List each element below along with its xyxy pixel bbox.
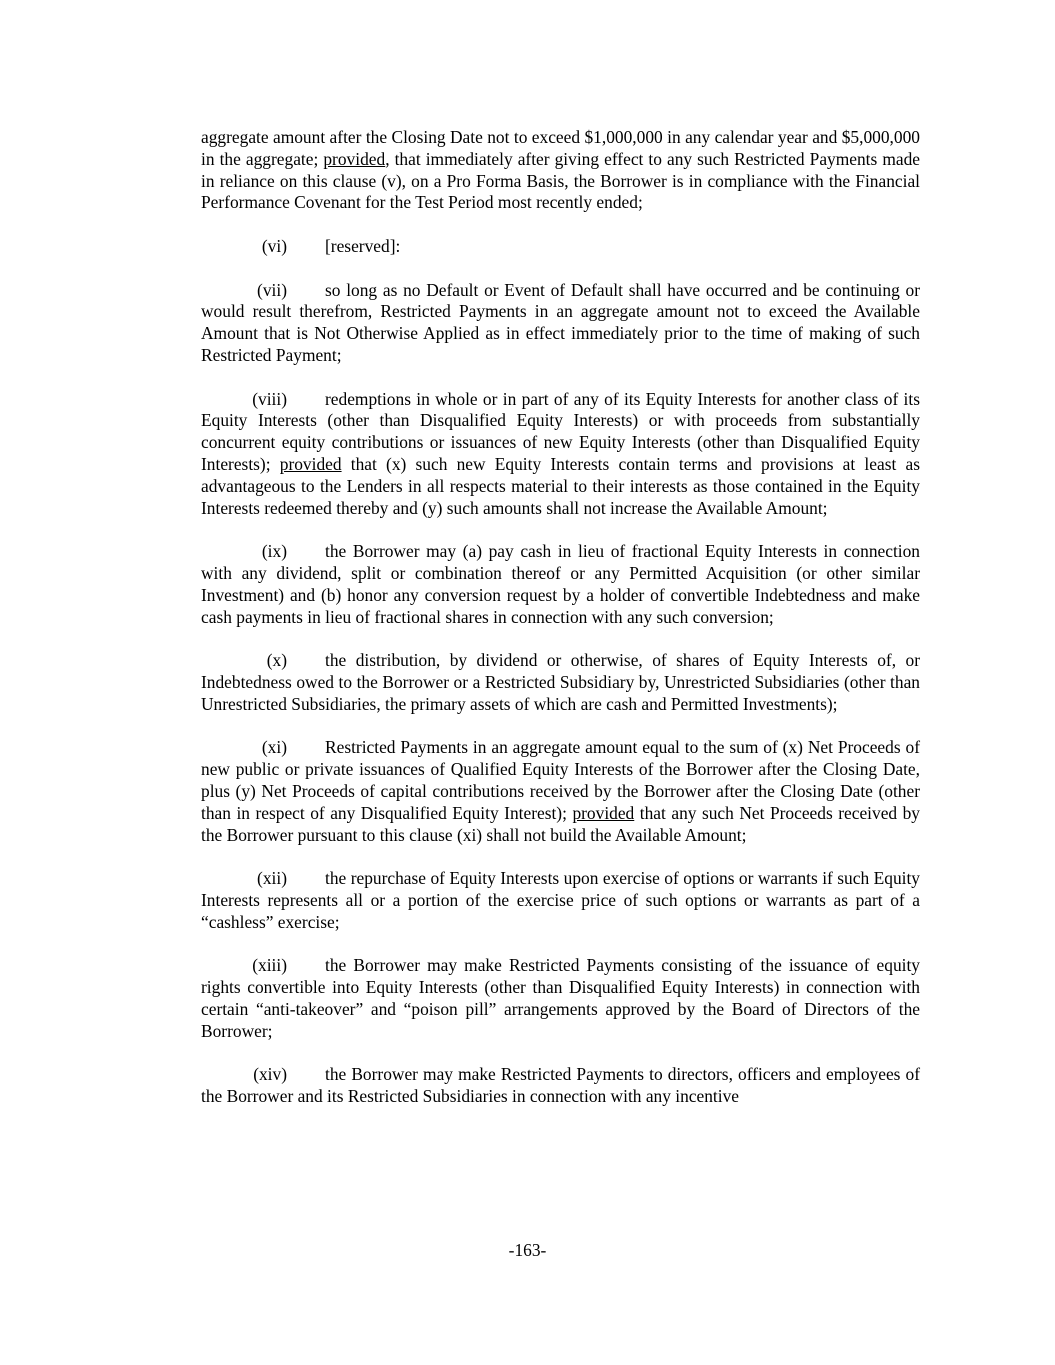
clause-text: [reserved]: [325, 235, 401, 256]
clause-number: (viii) [252, 388, 287, 409]
clause-number: (xiii) [252, 955, 287, 976]
clause-xiv [201, 1064, 920, 1108]
clause-text: the Borrower may (a) pay cash in lieu of fractional Equity Interests in connection with any dividend, split or combination thereof or any Permitted Acquisition (or other similar Investment) and (b) honor any conversion request by a holder of convertible Indebtedness and make cash payments in lieu of fractional shares in connection with any such conversion; [201, 541, 920, 627]
clause-text-b: that (x) such new Equity Interests contain terms and provisions at least as advantageous to the Lenders in all respects material to their interests as those contained in the Equity Interests redeemed thereby and (y) such amounts shall not increase the Available Amount; [201, 453, 920, 518]
intro-paragraph [201, 127, 920, 214]
provided-term: provided [323, 148, 386, 169]
clause-xi [201, 737, 920, 846]
document-body [201, 127, 920, 1130]
clause-number: (vi) [261, 235, 287, 256]
clause-vi [201, 236, 920, 258]
provided-term: provided [572, 802, 635, 823]
clause-text: the Borrower may make Restricted Payments consisting of the issuance of equity rights convertible into Equity Interests (other than Disqualified Equity Interests) in connection with certain “anti-takeover” and “poison pill” arrangements approved by the Board of Directors of the Borrower; [201, 955, 920, 1041]
clause-number: (xii) [257, 868, 287, 889]
clause-number: (x) [266, 650, 287, 671]
clause-number: (ix) [261, 541, 287, 562]
page-number: -163- [508, 1240, 547, 1260]
clause-text: the Borrower may make Restricted Payments to directors, officers and employees of the Borrower and its Restricted Subsidiaries in connection with any incentive [201, 1064, 920, 1107]
clause-text-a: Restricted Payments in an aggregate amount equal to the sum of (x) Net Proceeds of new public or private issuances of Qualified Equity Interests of the Borrower after the Closing Date, plus (y) Net Proceeds of capital contributions received by the Borrower after the Closing Date (other than in respect of any Disqualified Equity Interest); [201, 737, 920, 823]
clause-vii [201, 280, 920, 367]
clause-xii [201, 868, 920, 933]
clause-number: (xi) [261, 737, 287, 758]
clause-text-b: that any such Net Proceeds received by the Borrower pursuant to this clause (xi) shall not build the Available Amount; [201, 802, 921, 845]
clause-xiii [201, 955, 920, 1042]
provided-term: provided [279, 453, 342, 474]
clause-ix [201, 541, 920, 628]
clause-text: so long as no Default or Event of Default shall have occurred and be continuing or would result therefrom, Restricted Payments in an aggregate amount not to exceed the Available Amount that is Not Otherwise Applied as in effect immediately prior to the time of making of such Restricted Payment; [201, 279, 920, 365]
clause-text: the repurchase of Equity Interests upon exercise of options or warrants if such Equity Interests represents all or a portion of the exercise price of such options or warrants as part of a “cashless” exercise; [201, 868, 920, 932]
clause-text: the distribution, by dividend or otherwise, of shares of Equity Interests of, or Indebtedness owed to the Borrower or a Restricted Subsidiary by, Unrestricted Subsidiaries (other than Unrestricted Subsidiaries, the primary assets of which are cash and Permitted Investments); [201, 650, 920, 714]
intro-text-a: aggregate amount after the Closing Date not to exceed $1,000,000 in any calendar year and $5,000,000 in the aggregate; [201, 127, 920, 169]
clause-x [201, 650, 920, 715]
clause-number: (vii) [257, 279, 287, 300]
intro-text-b: , that immediately after giving effect to any such Restricted Payments made in reliance on this clause (v), on a Pro Forma Basis, the Borrower is in compliance with the Financial Performance Covenant for the Test Period most recently ended; [201, 148, 920, 213]
clause-viii [201, 389, 920, 520]
clause-number: (xiv) [253, 1064, 287, 1085]
clause-text-a: redemptions in whole or in part of any of its Equity Interests for another class of its Equity Interests (other than Disqualified Equity Interests) or with proceeds from substantially concurrent equity contributions or issuances of new Equity Interests (other than Disqualified Equity Interests); [201, 388, 920, 474]
